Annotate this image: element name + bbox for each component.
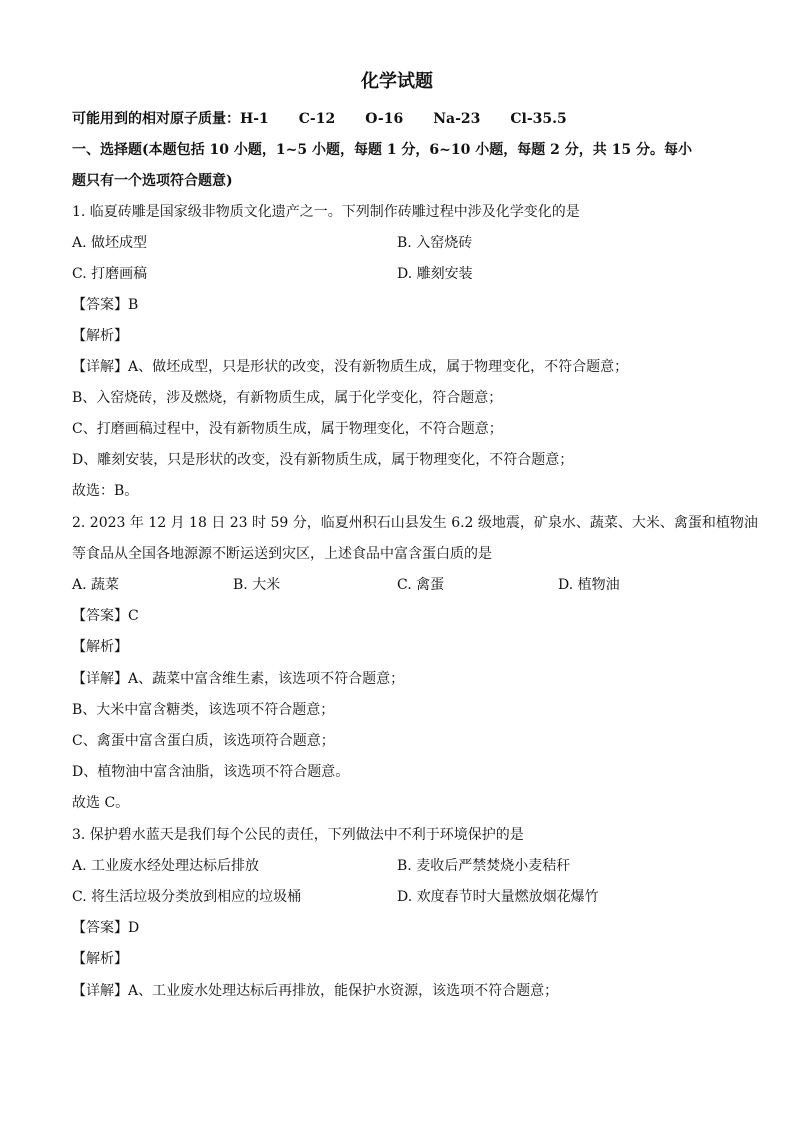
atomic-mass-line	[72, 110, 597, 128]
q2-stem-line2: 等食品从全国各地源源不断运送到灾区，上述食品中富含蛋白质的是	[72, 546, 492, 562]
q3-option-a: A. 工业废水经处理达标后排放	[72, 858, 260, 874]
q1-detail-a: 【详解】A、做坯成型，只是形状的改变，没有新物质生成，属于物理变化，不符合题意；	[72, 359, 629, 375]
q2-detail-a: 【详解】A、蔬菜中富含维生素，该选项不符合题意；	[72, 671, 405, 687]
q3-option-b: B. 麦收后严禁焚烧小麦秸秆	[397, 858, 571, 874]
q1-option-c: C. 打磨画稿	[72, 266, 148, 282]
q1-stem: 1. 临夏砖雕是国家级非物质文化遗产之一。下列制作砖雕过程中涉及化学变化的是	[72, 204, 580, 220]
q2-answer: 【答案】C	[72, 608, 139, 624]
mass-c: C-12	[298, 111, 336, 127]
q1-option-b: B. 入窑烧砖	[397, 235, 473, 251]
q3-option-d: D. 欢度春节时大量燃放烟花爆竹	[397, 889, 599, 905]
q2-stem-line1: 2. 2023 年 12 月 18 日 23 时 59 分，临夏州积石山县发生 6.2 级地震，矿泉水、蔬菜、大米、禽蛋和植物油	[72, 515, 758, 531]
q3-stem: 3. 保护碧水蓝天是我们每个公民的责任，下列做法中不利于环境保护的是	[72, 827, 524, 843]
section1-heading-line1: 一、选择题(本题包括 10 小题，1~5 小题，每题 1 分，6~10 小题，每题 2 分，共 15 分。每小	[72, 142, 692, 158]
q3-answer: 【答案】D	[72, 920, 140, 936]
q1-option-a: A. 做坯成型	[72, 235, 148, 251]
q2-option-c: C. 禽蛋	[397, 577, 445, 593]
q3-detail-a: 【详解】A、工业废水处理达标后再排放，能保护水资源，该选项不符合题意；	[72, 983, 559, 999]
q1-detail-d: D、雕刻安装，只是形状的改变，没有新物质生成，属于物理变化，不符合题意；	[72, 452, 574, 468]
mass-o: O-16	[365, 111, 404, 127]
q2-option-b: B. 大米	[233, 577, 281, 593]
mass-na: Na-23	[433, 111, 481, 127]
q2-detail-d: D、植物油中富含油脂，该选项不符合题意。	[72, 764, 350, 780]
atomic-mass-label: 可能用到的相对原子质量：	[72, 111, 240, 127]
section1-heading-line2: 题只有一个选项符合题意)	[72, 173, 233, 189]
q1-conclusion: 故选：B。	[72, 483, 139, 499]
q1-detail-b: B、入窑烧砖，涉及燃烧，有新物质生成，属于化学变化，符合题意；	[72, 390, 503, 406]
q2-option-d: D. 植物油	[558, 577, 620, 593]
q2-option-a: A. 蔬菜	[72, 577, 120, 593]
q1-detail-c: C、打磨画稿过程中，没有新物质生成，属于物理变化，不符合题意；	[72, 421, 503, 437]
mass-h: H-1	[240, 111, 269, 127]
q2-detail-c: C、禽蛋中富含蛋白质，该选项符合题意；	[72, 733, 335, 749]
mass-cl: Cl-35.5	[510, 111, 567, 127]
q2-detail-b: B、大米中富含糖类，该选项不符合题意；	[72, 702, 335, 718]
q1-analysis-label: 【解析】	[72, 328, 128, 344]
q2-conclusion: 故选 C。	[72, 795, 130, 811]
q1-answer: 【答案】B	[72, 297, 139, 313]
q3-analysis-label: 【解析】	[72, 951, 128, 967]
q2-analysis-label: 【解析】	[72, 639, 128, 655]
page-title: 化学试题	[361, 71, 433, 92]
q3-option-c: C. 将生活垃圾分类放到相应的垃圾桶	[72, 889, 302, 905]
q1-option-d: D. 雕刻安装	[397, 266, 473, 282]
